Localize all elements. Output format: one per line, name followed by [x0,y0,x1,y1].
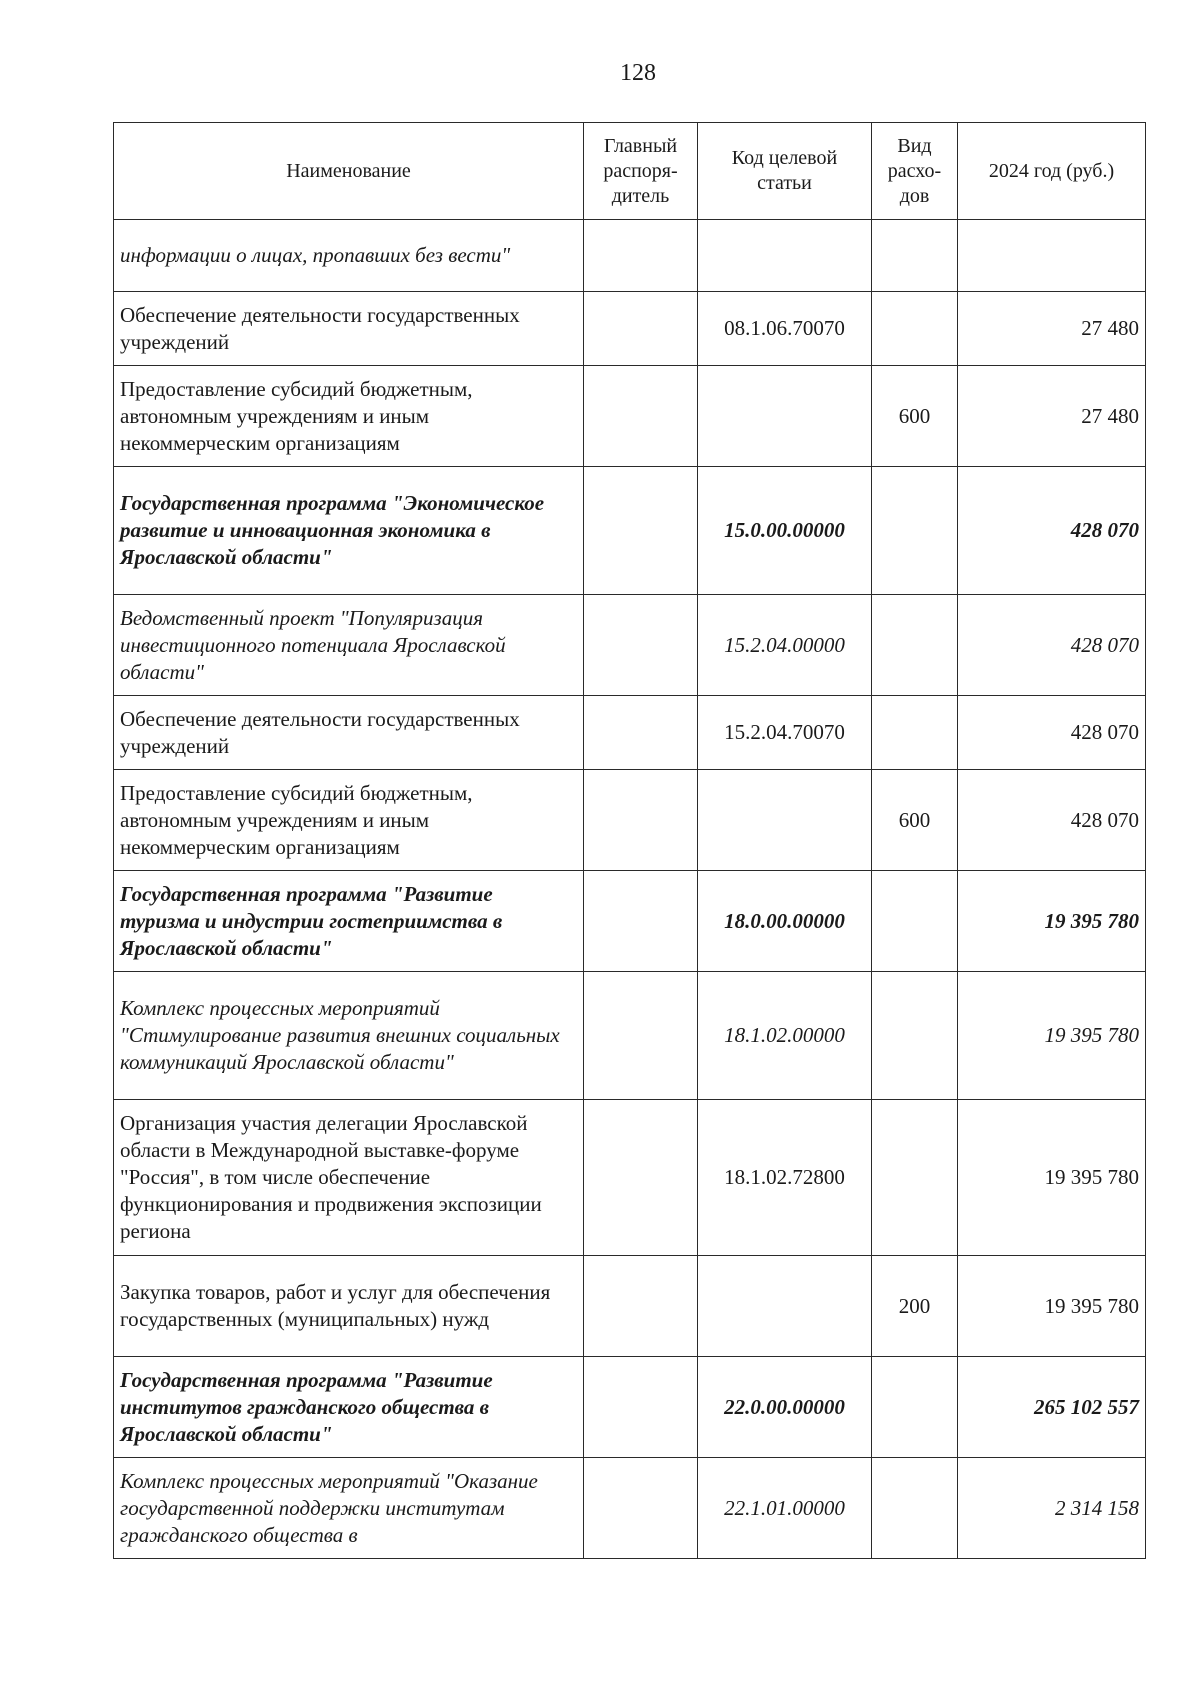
table-row [114,595,1146,696]
cell-name: Комплекс процессных мероприятий "Оказание государственной поддержки институтам гражданского общества в [114,1458,584,1559]
cell-chief-administrator [584,972,698,1100]
header-chief-administrator: Главный распоря-дитель [584,123,698,220]
cell-expense-type [872,972,958,1100]
cell-target-code [698,1256,872,1357]
cell-target-code [698,770,872,871]
header-amount-2024: 2024 год (руб.) [958,123,1146,220]
header-target-code: Код целевой статьи [698,123,872,220]
cell-target-code [698,220,872,292]
cell-chief-administrator [584,770,698,871]
cell-chief-administrator [584,871,698,972]
cell-target-code: 15.0.00.00000 [698,467,872,595]
table-row [114,871,1146,972]
cell-amount: 19 395 780 [958,1256,1146,1357]
cell-expense-type [872,696,958,770]
cell-expense-type [872,595,958,696]
cell-name: Государственная программа "Развитие туризма и индустрии гостеприимства в Ярославской области" [114,871,584,972]
table-row [114,1357,1146,1458]
cell-target-code: 22.0.00.00000 [698,1357,872,1458]
cell-chief-administrator [584,1100,698,1256]
cell-expense-type [872,467,958,595]
cell-amount: 19 395 780 [958,1100,1146,1256]
cell-target-code: 15.2.04.00000 [698,595,872,696]
cell-amount: 428 070 [958,770,1146,871]
table-row [114,972,1146,1100]
cell-name: Комплекс процессных мероприятий "Стимулирование развития внешних социальных коммуникаций Ярославской области" [114,972,584,1100]
cell-name: Государственная программа "Развитие институтов гражданского общества в Ярославской области" [114,1357,584,1458]
cell-name: информации о лицах, пропавших без вести" [114,220,584,292]
cell-amount: 27 480 [958,366,1146,467]
cell-target-code: 22.1.01.00000 [698,1458,872,1559]
cell-chief-administrator [584,696,698,770]
cell-name: Предоставление субсидий бюджетным, автономным учреждениям и иным некоммерческим организациям [114,366,584,467]
cell-target-code: 18.1.02.00000 [698,972,872,1100]
table-row [114,696,1146,770]
cell-expense-type [872,1100,958,1256]
cell-chief-administrator [584,467,698,595]
cell-chief-administrator [584,1357,698,1458]
cell-amount: 428 070 [958,467,1146,595]
cell-name: Организация участия делегации Ярославской области в Международной выставке-форуме "Россия", в том числе обеспечение функционирования и продвижения экспозиции региона [114,1100,584,1256]
cell-name: Обеспечение деятельности государственных учреждений [114,292,584,366]
cell-chief-administrator [584,1256,698,1357]
cell-name: Ведомственный проект "Популяризация инвестиционного потенциала Ярославской области" [114,595,584,696]
table-row [114,220,1146,292]
cell-chief-administrator [584,292,698,366]
cell-expense-type: 600 [872,770,958,871]
cell-amount: 428 070 [958,595,1146,696]
table-row [114,292,1146,366]
cell-amount: 265 102 557 [958,1357,1146,1458]
cell-expense-type [872,871,958,972]
cell-chief-administrator [584,366,698,467]
cell-name: Предоставление субсидий бюджетным, автономным учреждениям и иным некоммерческим организациям [114,770,584,871]
cell-amount: 428 070 [958,696,1146,770]
cell-expense-type [872,220,958,292]
cell-expense-type [872,292,958,366]
cell-name: Обеспечение деятельности государственных учреждений [114,696,584,770]
cell-expense-type: 600 [872,366,958,467]
cell-target-code [698,366,872,467]
cell-chief-administrator [584,1458,698,1559]
cell-chief-administrator [584,220,698,292]
cell-expense-type [872,1357,958,1458]
cell-amount: 2 314 158 [958,1458,1146,1559]
page-number: 128 [620,60,656,86]
cell-target-code: 08.1.06.70070 [698,292,872,366]
table-row [114,1458,1146,1559]
cell-target-code: 15.2.04.70070 [698,696,872,770]
cell-amount: 19 395 780 [958,871,1146,972]
cell-expense-type [872,1458,958,1559]
cell-name: Закупка товаров, работ и услуг для обеспечения государственных (муниципальных) нужд [114,1256,584,1357]
cell-amount: 19 395 780 [958,972,1146,1100]
cell-target-code: 18.0.00.00000 [698,871,872,972]
table-row [114,1256,1146,1357]
table-body [114,220,1146,1559]
table-row [114,770,1146,871]
budget-table [113,122,1146,1559]
cell-target-code: 18.1.02.72800 [698,1100,872,1256]
cell-amount [958,220,1146,292]
cell-amount: 27 480 [958,292,1146,366]
cell-name: Государственная программа "Экономическое развитие и инновационная экономика в Ярославской области" [114,467,584,595]
table-row [114,1100,1146,1256]
table-row [114,366,1146,467]
header-expense-type: Вид расхо-дов [872,123,958,220]
table-header-row [114,123,1146,220]
table-row [114,467,1146,595]
cell-expense-type: 200 [872,1256,958,1357]
header-name: Наименование [114,123,584,220]
cell-chief-administrator [584,595,698,696]
